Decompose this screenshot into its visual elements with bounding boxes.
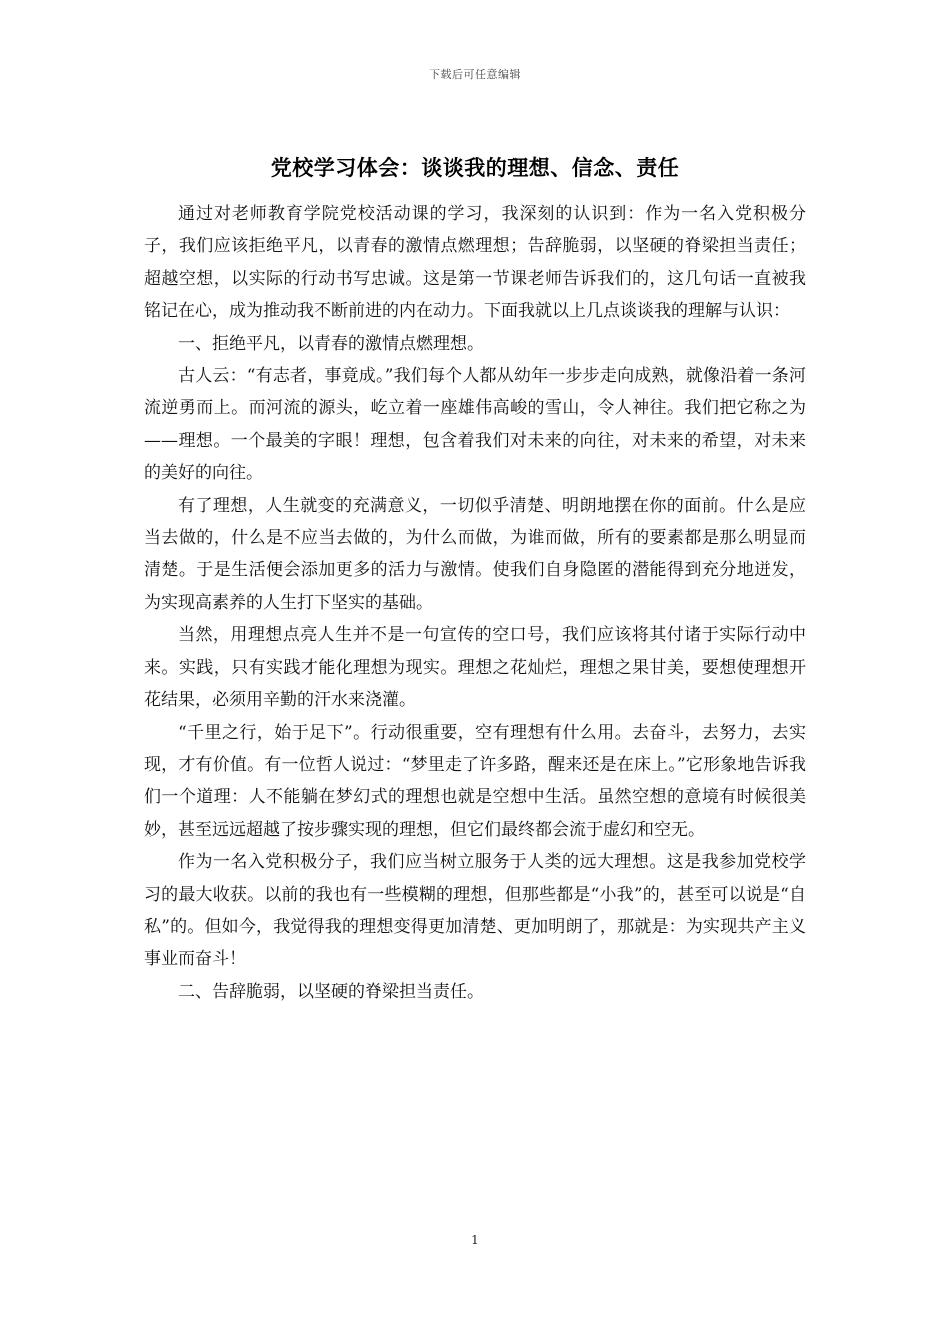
document-title: 党校学习体会：谈谈我的理想、信念、责任 bbox=[270, 155, 680, 180]
paragraph: 古人云：“有志者，事竟成。”我们每个人都从幼年一步步走向成熟，就像沿着一条河流逆勇而上。而河流的源头，屹立着一座雄伟高峻的雪山，令人神往。我们把它称之为——理想。一个最美的字眼！理想，包含着我们对未来的向往，对未来的希望，对未来的美好的向往。 bbox=[144, 366, 806, 484]
paragraph: 作为一名入党积极分子，我们应当树立服务于人类的远大理想。这是我参加党校学习的最大收获。以前的我也有一些模糊的理想，但那些都是“小我”的，甚至可以说是“自私”的。但如今，我觉得我的理想变得更加清楚、更加明朗了，那就是：为实现共产主义事业而奋斗！ bbox=[144, 852, 806, 970]
paragraph: 有了理想，人生就变的充满意义，一切似乎清楚、明朗地摆在你的面前。什么是应当去做的，什么是不应当去做的，为什么而做，为谁而做，所有的要素都是那么明显而清楚。于是生活便会添加更多的活力与激情。使我们自身隐匿的潜能得到充分地迸发，为实现高素养的人生打下坚实的基础。 bbox=[144, 495, 806, 613]
document-body bbox=[144, 198, 806, 1008]
section-heading-2: 二、告辞脆弱，以坚硬的脊梁担当责任。 bbox=[178, 981, 484, 1002]
paragraph: 当然，用理想点亮人生并不是一句宣传的空口号，我们应该将其付诸于实际行动中来。实践，只有实践才能化理想为现实。理想之花灿烂，理想之果甘美，要想使理想开花结果，必须用辛勤的汗水来浇灌。 bbox=[144, 625, 806, 711]
page-number: 1 bbox=[471, 1233, 479, 1247]
section-heading-1: 一、拒绝平凡，以青春的激情点燃理想。 bbox=[178, 333, 484, 354]
page-header: 下载后可任意编辑 bbox=[429, 68, 521, 81]
paragraph-intro: 通过对老师教育学院党校活动课的学习，我深刻的认识到：作为一名入党积极分子，我们应该拒绝平凡，以青春的激情点燃理想；告辞脆弱，以坚硬的脊梁担当责任；超越空想，以实际的行动书写忠诚。这是第一节课老师告诉我们的，这几句话一直被我铭记在心，成为推动我不断前进的内在动力。下面我就以上几点谈谈我的理解与认识： bbox=[144, 204, 806, 322]
paragraph: “千里之行，始于足下”。行动很重要，空有理想有什么用。去奋斗，去努力，去实现，才有价值。有一位哲人说过：“梦里走了许多路，醒来还是在床上。”它形象地告诉我们一个道理：人不能躺在梦幻式的理想也就是空想中生活。虽然空想的意境有时候很美妙，甚至远远超越了按步骤实现的理想，但它们最终都会流于虚幻和空无。 bbox=[144, 722, 806, 840]
